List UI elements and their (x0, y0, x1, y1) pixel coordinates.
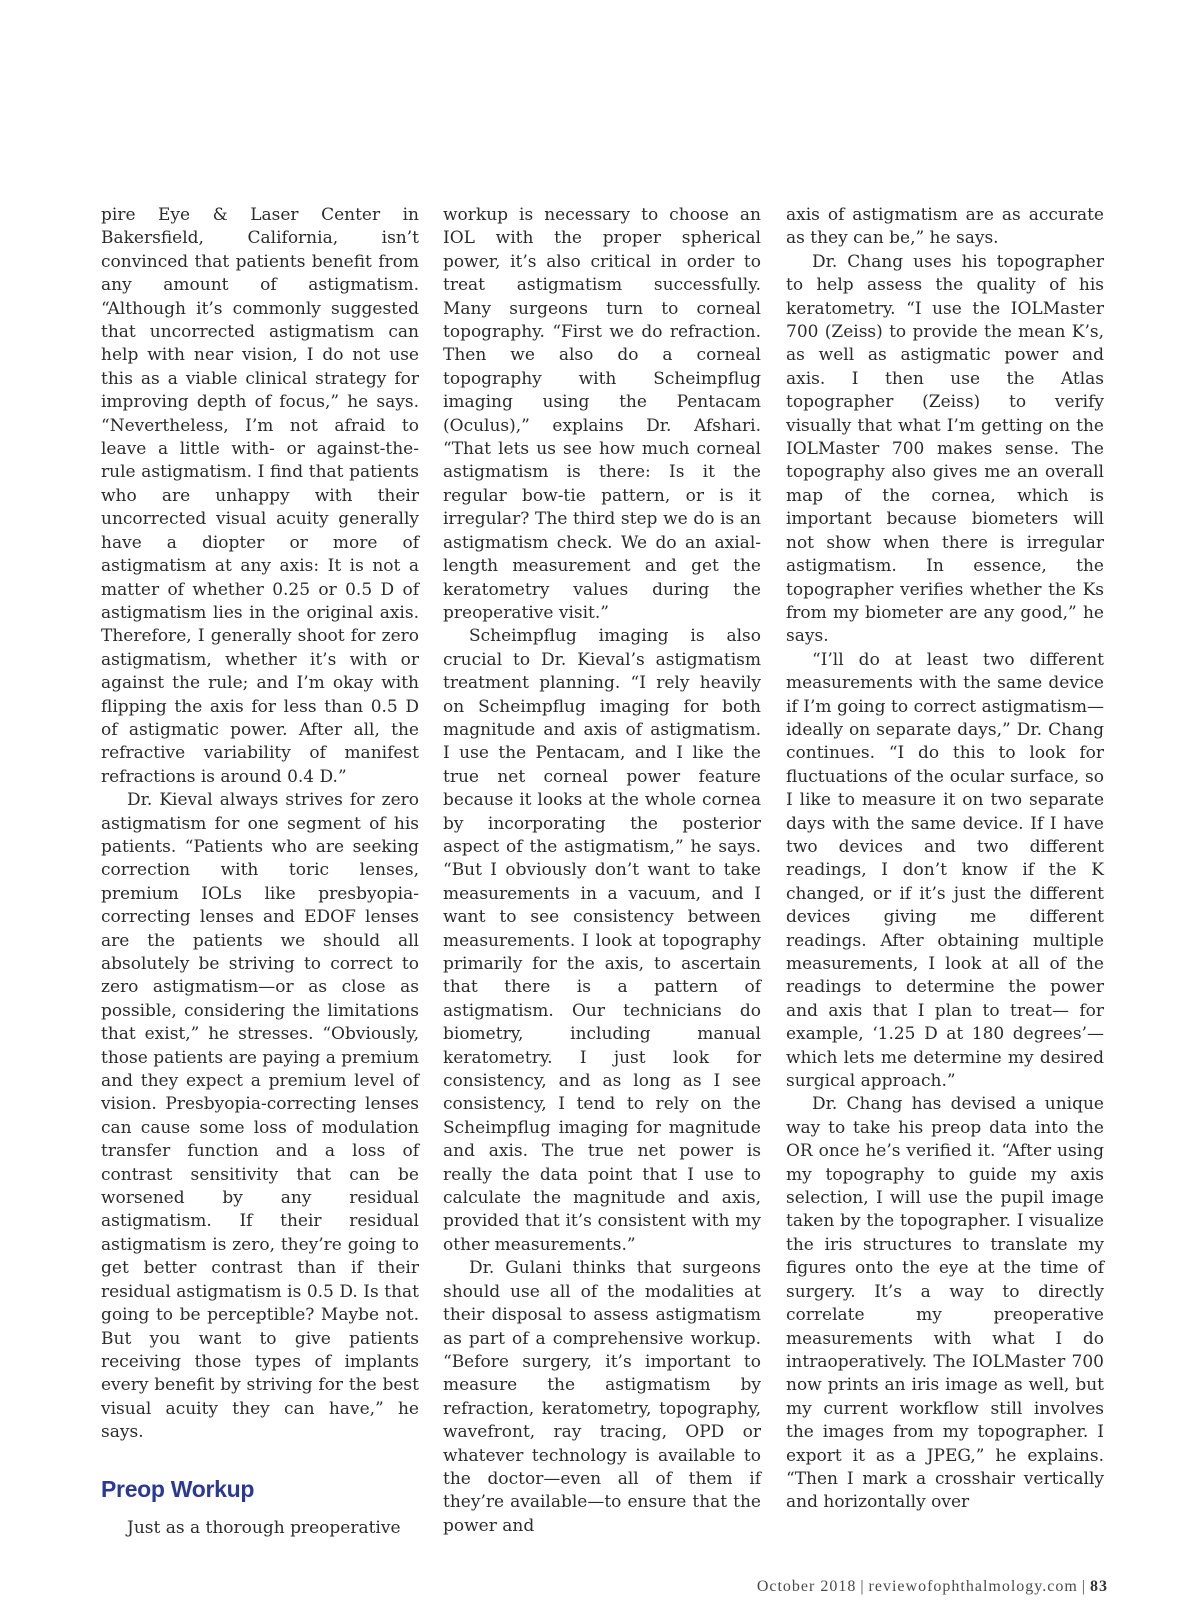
footer-separator: | (860, 1578, 865, 1595)
paragraph: Dr. Kieval always strives for zero astigmatism for one segment of his patients. “Patients who are seeking correction with toric lenses, premium IOLs like presbyopia-correcting lenses and EDOF lenses are the patients we should all absolutely be striving to correct to zero astigmatism—or as close as possible, considering the limitations that exist,” he stresses. “Obviously, those patients are paying a premium and they expect a premium level of vision. Presbyopia-correcting lenses can cause some loss of modulation transfer function and a loss of contrast sensitivity that can be worsened by any residual astigmatism. If their residual astigmatism is zero, they’re going to get better contrast than if their residual astigmatism is 0.5 D. Is that going to be perceptible? Maybe not. But you want to give patients receiving those types of implants every benefit by striving for the best visual acuity they can have,” he says. (101, 790, 419, 1443)
paragraph: Dr. Chang has devised a unique way to take his preop data into the OR once he’s verified it. “After using my topography to guide my axis selection, I will use the pupil image taken by the topographer. I visualize the iris structures to translate my figures onto the eye at the time of surgery. It’s a way to directly correlate my preoperative measurements with what I do intraoperatively. The IOLMaster 700 now prints an iris image as well, but my current workflow still involves the images from my topographer. I export it as a JPEG,” he explains. “Then I mark a crosshair vertically and horizontally over (786, 1094, 1104, 1513)
article-column-2 (443, 204, 761, 1538)
article-column-3 (786, 204, 1104, 1515)
paragraph: axis of astigmatism are as accurate as they can be,” he says. (786, 205, 1104, 249)
paragraph: workup is necessary to choose an IOL with the proper spherical power, it’s also critical in order to treat astigmatism successfully. Many surgeons turn to corneal topography. “First we do refraction. Then we also do a corneal topography with Scheimpflug imaging using the Pentacam (Oculus),” explains Dr. Afshari. “That lets us see how much corneal astigmatism is there: Is it the regular bow-tie pattern, or is it irregular? The third step we do is an astigmatism check. We do an axial-length measurement and get the keratometry values during the preoperative visit.” (443, 205, 761, 623)
paragraph: “I’ll do at least two different measurements with the same device if I’m going to correct astigmatism—ideally on separate days,” Dr. Chang continues. “I do this to look for fluctuations of the ocular surface, so I like to measure it on two separate days with the same device. If I have two devices and two different readings, I don’t know if the K changed, or if it’s just the different devices giving me different readings. After obtaining multiple measurements, I look at all of the readings to determine the power and axis that I plan to treat— for example, ‘1.25 D at 180 degrees’—which lets me determine my desired surgical approach.” (786, 649, 1104, 1092)
paragraph: Dr. Chang uses his topographer to help assess the quality of his keratometry. “I use the IOLMaster 700 (Zeiss) to provide the mean K’s, as well as astigmatic power and axis. I then use the Atlas topographer (Zeiss) to verify visually that what I’m getting on the IOLMaster 700 makes sense. The topography also gives me an overall map of the cornea, which is important because biometers will not show when there is irregular astigmatism. In essence, the topographer verifies whether the Ks from my biometer are any good,” he says. (786, 251, 1104, 647)
paragraph: Dr. Gulani thinks that surgeons should use all of the modalities at their disposal to assess astigmatism as part of a comprehensive workup. “Before surgery, it’s important to measure the astigmatism by refraction, keratometry, topography, wavefront, ray tracing, OPD or whatever technology is available to the doctor—even all of them if they’re available—to ensure that the power and (443, 1258, 761, 1536)
section-heading: Preop Workup (101, 1475, 255, 1502)
paragraph: Just as a thorough preoperative (127, 1517, 401, 1538)
article-column-1 (101, 204, 419, 1540)
footer-site: reviewofophthalmology.com (868, 1578, 1078, 1595)
paragraph: pire Eye & Laser Center in Bakersfield, California, isn’t convinced that patients benefit from any amount of astigmatism. “Although it’s commonly suggested that uncorrected astigmatism can help with near vision, I do not use this as a viable clinical strategy for improving depth of focus,” he says. “Nevertheless, I’m not afraid to leave a little with- or against-the-rule astigmatism. I find that patients who are unhappy with their uncorrected visual acuity generally have a diopter or more of astigmatism at any axis: It is not a matter of whether 0.25 or 0.5 D of astigmatism lies in the original axis. Therefore, I generally shoot for zero astigmatism, whether it’s with or against the rule; and I’m okay with flipping the axis for less than 0.5 D of astigmatic power. After all, the refractive variability of manifest refractions is around 0.4 D.” (101, 205, 419, 787)
page-footer (757, 1578, 1108, 1596)
footer-separator: | (1081, 1578, 1086, 1595)
footer-date: October 2018 (756, 1578, 857, 1595)
page-number: 83 (1090, 1578, 1108, 1595)
paragraph: Scheimpflug imaging is also crucial to Dr. Kieval’s astigmatism treatment planning. “I rely heavily on Scheimpflug imaging for both magnitude and axis of astigmatism. I use the Pentacam, and I like the true net corneal power feature because it looks at the whole cornea by incorporating the posterior aspect of the astigmatism,” he says. “But I obviously don’t want to take measurements in a vacuum, and I want to see consistency between measurements. I look at topography primarily for the axis, to ascertain that there is a pattern of astigmatism. Our technicians do biometry, including manual keratometry. I just look for consistency, and as long as I see consistency, I tend to rely on the Scheimpflug imaging for magnitude and axis. The true net power is really the data point that I use to calculate the magnitude and axis, provided that it’s consistent with my other measurements.” (443, 626, 761, 1255)
